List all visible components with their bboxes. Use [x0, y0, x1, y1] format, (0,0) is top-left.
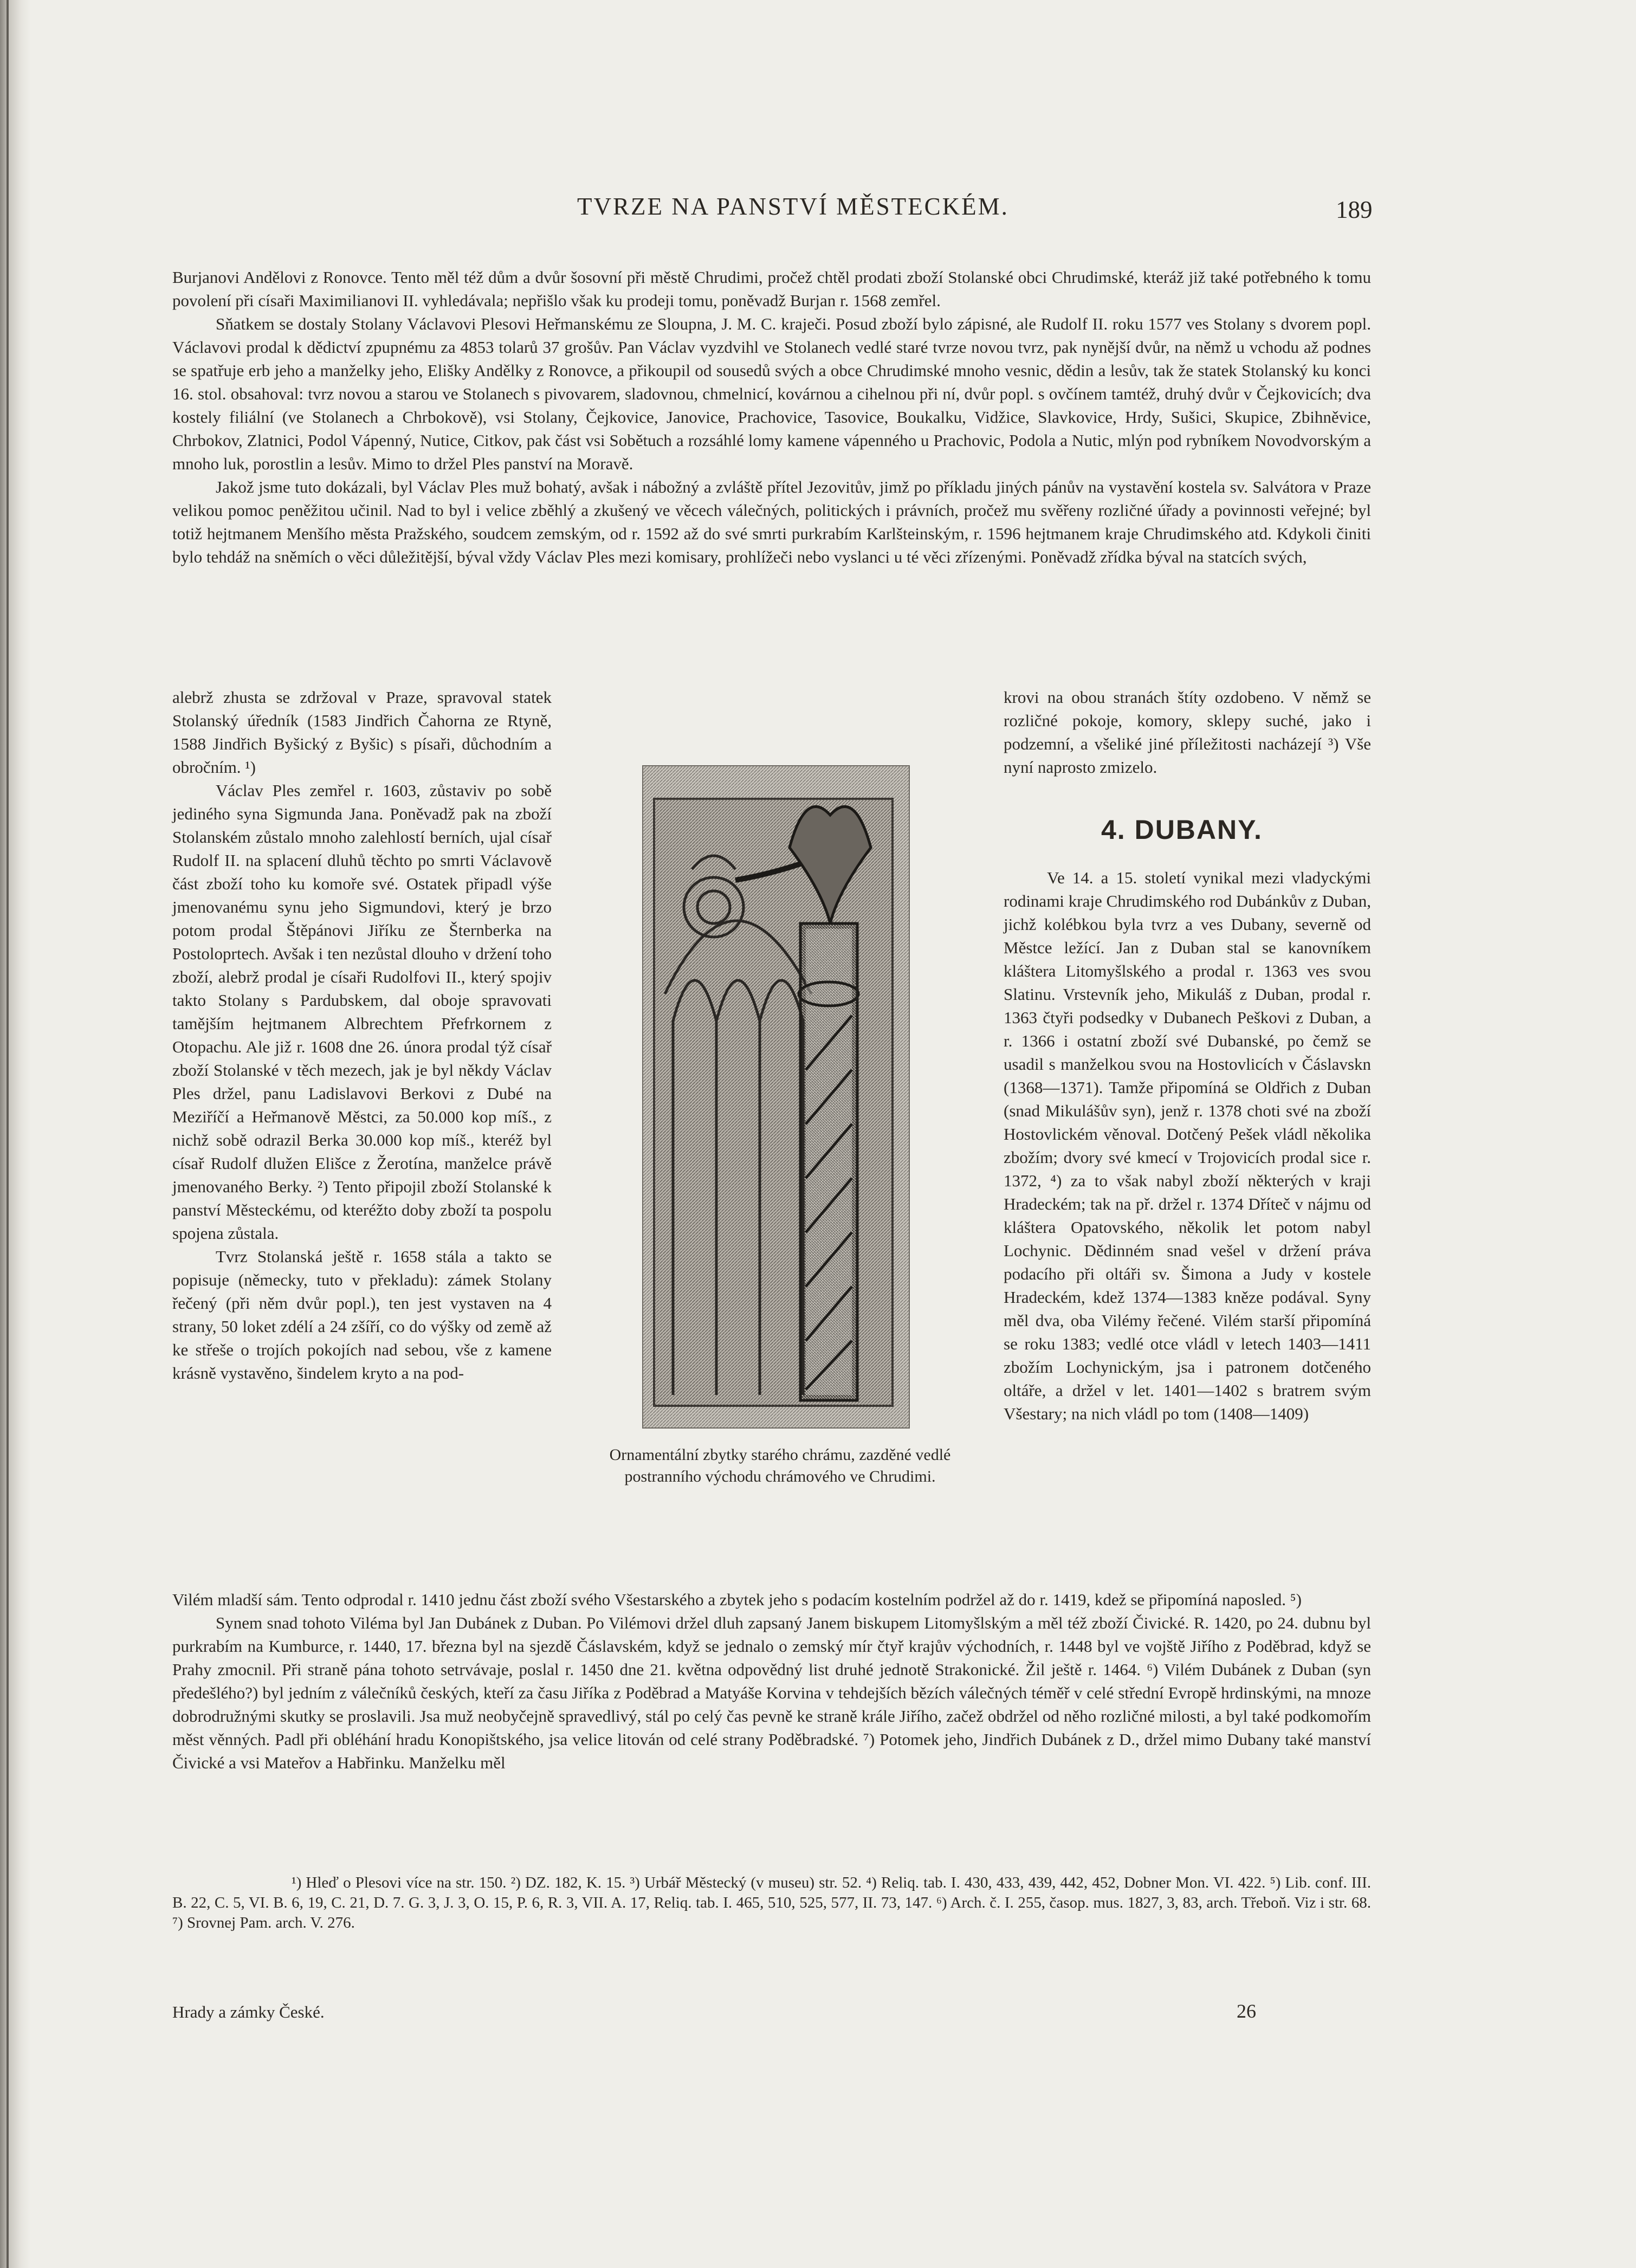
- running-title: TVRZE NA PANSTVÍ MĚSTECKÉM.: [577, 193, 1009, 220]
- book-gutter: [0, 0, 30, 2268]
- top-text-block: [172, 266, 1371, 568]
- right-column: [1004, 866, 1371, 1425]
- figure-caption: Ornamentální zbytky starého chrámu, zazděné vedlé postranního východu chrámového ve Chrudimi.: [609, 1446, 951, 1485]
- footnotes: ¹) Hleď o Plesovi více na str. 150. ²) DZ. 182, K. 15. ³) Urbář Městecký (v museu) str. 52. ⁴) Reliq. tab. I. 430, 433, 439, 442, 452, Dobner Mon. VI. 422. ⁵) Lib. conf. III. B. 22, C. 5, VI. B. 6, 19, C. 21, D. 7. G. 3, J. 3, O. 15, P. 6, R. 3, VII. A. 17, Reliq. tab. I. 465, 510, 525, 577, II. 73, 147. ⁶) Arch. č. I. 255, časop. mus. 1827, 3, 83, arch. Třeboň. Viz i str. 68. ⁷) Srovnej Pam. arch. V. 276.: [172, 1874, 1371, 1931]
- section-heading: 4. DUBANY.: [1101, 815, 1263, 845]
- paragraph: Tvrz Stolanská ještě r. 1658 stála a takto se popisuje (německy, tuto v překladu): zámek Stolany řečený (při něm dvůr popl.), ten jest vystaven na 4 strany, 50 loket zdélí a 24 zšíří, co do výšky od země až ke střeše o trojích pokojích nad sebou, vše z kamene krásně vystavěno, šindelem kryto a na pod-: [172, 1247, 552, 1382]
- paragraph: alebrž zhusta se zdržoval v Praze, spravoval statek Stolanský úředník (1583 Jindřich Čahorna ze Rtyně, 1588 Jindřich Byšický z Byšic) s písaři, důchodním a obročním. ¹): [172, 688, 552, 777]
- footer-book-title: Hrady a zámky České.: [172, 2002, 325, 2021]
- paragraph: Vilém mladší sám. Tento odprodal r. 1410 jednu část zboží svého Všestarského a zbytek jeho s podacím kostelním podržel až do r. 1419, kdež se připomíná naposled. ⁵): [172, 1590, 1302, 1609]
- paragraph: Ve 14. a 15. století vynikal mezi vladyckými rodinami kraje Chrudimského rod Dubánkův z Duban, jichž kolébkou byla tvrz a ves Dubany, severně od Městce ležící. Jan z Duban stal se kanovníkem kláštera Litomyšlského a prodal r. 1363 ves svou Slatinu. Vrstevník jeho, Mikuláš z Duban, prodal r. 1363 čtyři podsedky v Dubanech Peškovi z Duban, a r. 1366 i ostatní zboží své Dubanské, po čemž se usadil s manželkou svou na Hostovlicích v Čáslavskn (1368—1371). Tamže připomíná se Oldřich z Duban (snad Mikulášův syn), jenž r. 1378 choti své na zboží Hostovlickém věnoval. Dotčený Pešek vládl několika zbožím; dvory své kmecí v Trojovicích prodal sice r. 1372, ⁴) za to však nabyl zboží některých v kraji Hradeckém; tak na př. držel r. 1374 Dříteč v nájmu od kláštera Opatovského, několik let potom nabyl Lochynic. Dědinném snad vešel v držení práva podacího při oltáři sv. Šimona a Judy v kostele Hradeckém, kdež 1374—1383 kněze podával. Syny měl dva, oba Vilémy řečené. Vilém starší připomíná se roku 1383; vedlé otce vládl v letech 1403—1411 zbožím Lochynickým, jsa i patronem dotčeného oltáře, a držel v let. 1401—1402 s bratrem svým Všestary; na nich vládl po tom (1408—1409): [1004, 868, 1371, 1423]
- paragraph: Sňatkem se dostaly Stolany Václavovi Plesovi Heřmanskému ze Sloupna, J. M. C. kraječi. Posud zboží bylo zápisné, ale Rudolf II. roku 1577 ves Stolany s dvorem popl. Václavovi prodal k dědictví zpupnému za 4853 tolarů 37 grošův. Pan Václav vyzdvihl ve Stolanech vedlé staré tvrze novou tvrz, pak nynější dvůr, na němž u vchodu až podnes se spatřuje erb jeho a manželky jeho, Elišky Andělky z Ronovce, a přikoupil od sousedů svých a obce Chrudimské mnoho vesnic, dědin a lesův, tak že statek Stolanský ku konci 16. stol. obsahoval: tvrz novou a starou ve Stolanech s pivovarem, sladovnou, chmelnicí, kovárnou a cihelnou při ní, dvůr popl. s ovčínem tamtéž, druhý dvůr v Čejkovicích; dva kostely filiální (ve Stolanech a Chrbokově), vsi Stolany, Čejkovice, Janovice, Prachovice, Tasovice, Boukalku, Vidžice, Slavkovice, Hrdy, Sušici, Skupice, Zbihněvice, Chrbokov, Zlatnici, Podol Vápenný, Nutice, Citkov, pak část vsi Sobětuch a rozsáhlé lomy kamene vápenného u Prachovic, Podola a Nutic, mlýn pod rybníkem Novodvorským a mnoho luk, porostlin a lesův. Mimo to držel Ples panství na Moravě.: [172, 314, 1371, 473]
- paragraph: krovi na obou stranách štíty ozdobeno. V němž se rozličné pokoje, komory, sklepy suché, jako i podzemní, a všeliké jiné příležitosti nacházejí ³) Vše nyní naprosto zmizelo.: [1004, 688, 1371, 777]
- paragraph: Synem snad tohoto Viléma byl Jan Dubánek z Duban. Po Vilémovi držel dluh zapsaný Janem biskupem Litomyšlským a měl též zboží Čivické. R. 1420, po 24. dubnu byl purkrabím na Kumburce, r. 1440, 17. března byl na sjezdě Čáslavském, když se jednalo o zemský mír čtyř krajův východních, r. 1448 byl ve vojště Jiřího z Poděbrad, když se Prahy zmocnil. Při straně pána tohoto setrvávaje, poslal r. 1450 dne 21. května odpovědný list druhé jednotě Strakonické. Žil ještě r. 1464. ⁶) Vilém Dubánek z Duban (syn předešlého?) byl jedním z válečníků českých, kteří za času Jiříka z Poděbrad a Matyáše Korvina v tehdejších bězích válečných téměř v celé střední Evropě hrdinskými, na mnoze dobrodružnými skutky se proslavili. Jsa muž neobyčejně spravedlivý, stál po celý čas pevně ke straně krále Jiřího, začež obdržel od něho rozličné milosti, a byl také podkomořím měst věnných. Padl při obléhání hradu Konopištského, jsa velice litován od celé strany Poděbradské. ⁷) Potomek jeho, Jindřich Dubánek z D., držel mimo Dubany také manství Čivické a vsi Mateřov a Habřinku. Manželku měl: [172, 1613, 1371, 1772]
- engraving-image: [643, 766, 909, 1427]
- gutter-edge: [7, 0, 9, 2268]
- paragraph: Burjanovi Andělovi z Ronovce. Tento měl též dům a dvůr šosovní při městě Chrudimi, pročež chtěl prodati zboží Stolanské obci Chrudimské, kteráž již také potřebného k tomu povolení při císaři Maximilianovi II. vyhledávala; nepřišlo však ku prodeji tomu, poněvadž Burjan r. 1568 zemřel.: [172, 268, 1371, 310]
- bottom-text-block: [172, 1588, 1371, 1774]
- page-number: 189: [1336, 196, 1373, 223]
- ornament-illustration: [642, 765, 910, 1429]
- running-header: [0, 192, 1636, 230]
- right-column-top: [1004, 686, 1371, 779]
- paragraph: Václav Ples zemřel r. 1603, zůstaviv po sobě jediného syna Sigmunda Jana. Poněvadž pak na zboží Stolanském zůstalo mnoho zalehlostí berních, ujal císař Rudolf II. na splacení dluhů těchto po smrti Václavově část zboží toho ku komoře své. Ostatek připadl výše jmenovanému synu jeho Sigmundovi, který je brzo potom prodal Štěpánovi Jiříku ze Šternberka na Postoloprtech. Avšak i ten nezůstal dlouho v držení toho zboží, alebrž prodal je císaři Rudolfovi II., který spojiv takto Stolany s Pardubskem, dal oboje spravovati tamějším hejtmanem Albrechtem Přefrkornem z Otopachu. Ale již r. 1608 dne 26. února prodal týž císař zboží Stolanské v těch mezech, jak je byl někdy Václav Ples držel, panu Ladislavovi Berkovi z Dubé na Meziříčí a Heřmanově Městci, za 50.000 kop míš., z nichž sobě odrazil Berka 30.000 kop míš., kteréž byl císař Rudolf dlužen Elišce z Žerotína, manželce právě jmenovaného Berky. ²) Tento připojil zboží Stolanské k panství Městeckému, od kteréžto doby zboží ta pospolu spojena zůstala.: [172, 781, 552, 1243]
- paragraph: Jakož jsme tuto dokázali, byl Václav Ples muž bohatý, avšak i nábožný a zvláště přítel Jezovitův, jimž po příkladu jiných pánův na vystavění kostela sv. Salvátora v Praze velikou pomoc peněžitou učinil. Nad to byl i velice zběhlý a zkušený ve věcech válečných, politických i právních, pročež mu svěřeny rozličné úřady a povinnosti veřejné; byl totiž hejtmanem Menšího města Pražského, soudcem zemským, od r. 1592 až do své smrti purkrabím Karlšteinským, r. 1596 hejtmanem kraje Chrudimského atd. Kdykoli činiti bylo tehdáž na sněmích o věci důležitější, býval vždy Václav Ples mezi komisary, prohlížeči nebo vyslanci u té věci zřízenými. Poněvadž zřídka býval na statcích svých,: [172, 477, 1371, 566]
- signature-mark: 26: [1237, 2000, 1256, 2022]
- left-column: [172, 686, 552, 1385]
